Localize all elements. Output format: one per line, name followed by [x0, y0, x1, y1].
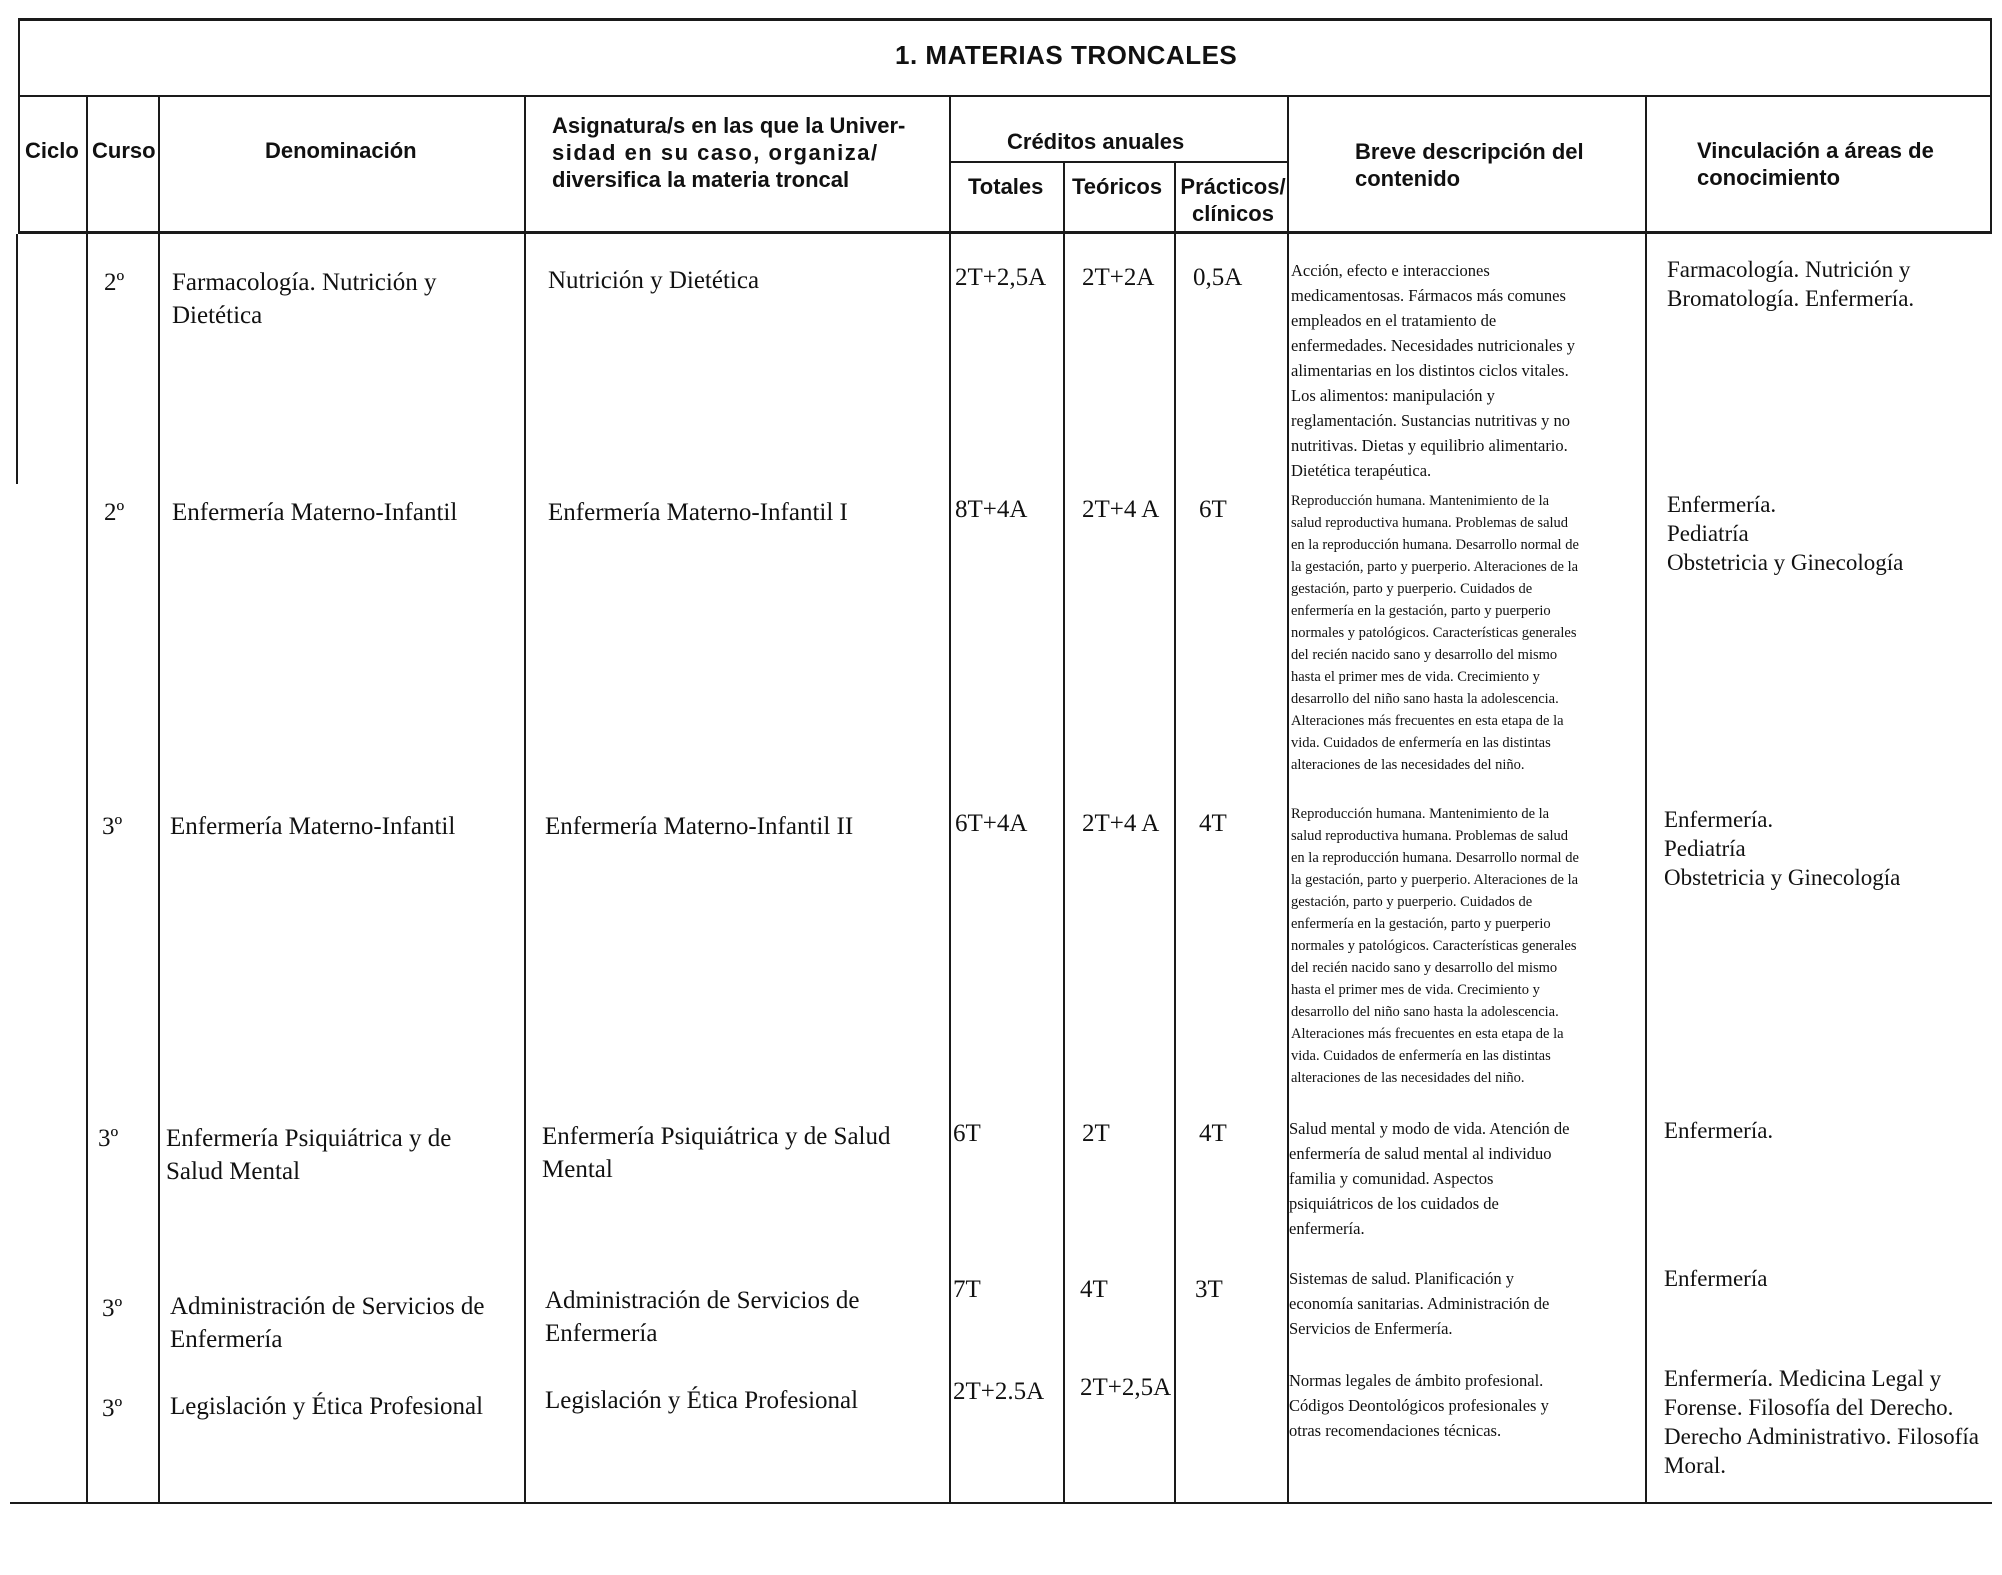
row-asignatura-line: Nutrición y Dietética — [548, 267, 760, 294]
row-descripcion — [1289, 1266, 1549, 1341]
row-practicos: 6T — [1199, 496, 1227, 523]
row-areas — [1667, 255, 1914, 313]
col-line-totales — [1063, 163, 1065, 1503]
row-descripcion-line: alimentarias en los distintos ciclos vitales. — [1291, 361, 1569, 380]
row-totales: 7T — [953, 1276, 981, 1303]
row-descripcion — [1289, 1116, 1569, 1241]
row-curso: 3º — [102, 1295, 123, 1322]
row-asignatura-line: Administración de Servicios de — [545, 1287, 860, 1314]
row-totales: 2T+2,5A — [955, 264, 1047, 291]
row-practicos: 4T — [1199, 1120, 1227, 1147]
row-denominacion — [172, 266, 437, 332]
header-vinculacion-line: Vinculación a áreas de — [1697, 138, 1934, 163]
table-title: 1. MATERIAS TRONCALES — [895, 40, 1238, 70]
col-line-denominacion — [524, 97, 526, 1503]
header-denominacion: Denominación — [265, 138, 417, 163]
row-descripcion — [1289, 1368, 1549, 1443]
row-areas — [1664, 805, 1900, 892]
title-separator — [18, 95, 1992, 97]
row-teoricos: 2T — [1082, 1120, 1110, 1147]
row-areas-line: Obstetricia y Ginecología — [1664, 865, 1901, 890]
row-descripcion-line: hasta el primer mes de vida. Crecimiento y — [1291, 982, 1540, 998]
row-curso: 3º — [102, 1395, 123, 1422]
row-descripcion-line: la gestación, parto y puerperio. Alteraciones de la — [1291, 872, 1579, 888]
row-asignatura-line: Enfermería Materno-Infantil II — [545, 813, 854, 840]
row-denominacion-line: Enfermería Psiquiátrica y de — [166, 1125, 452, 1152]
row-descripcion-line: Alteraciones más frecuentes en esta etapa de la — [1291, 713, 1564, 729]
row-descripcion-line: Códigos Deontológicos profesionales y — [1289, 1396, 1549, 1415]
row-asignatura — [545, 1384, 858, 1417]
row-totales: 6T — [953, 1120, 981, 1147]
row-practicos: 3T — [1195, 1276, 1223, 1303]
row-areas-line: Enfermería — [1664, 1266, 1768, 1291]
row-descripcion-line: enfermedades. Necesidades nutricionales y — [1291, 336, 1576, 355]
row-denominacion-line: Enfermería Materno-Infantil — [172, 499, 458, 526]
header-asignatura-line: diversifica la materia troncal — [552, 167, 850, 192]
row-descripcion-line: enfermería. — [1289, 1219, 1365, 1238]
row-descripcion-line: alteraciones de las necesidades del niño. — [1291, 1070, 1525, 1086]
table-border-left — [18, 18, 20, 234]
row-descripcion-line: enfermería en la gestación, parto y puerperio — [1291, 916, 1551, 932]
col-line-ciclo — [86, 97, 88, 1503]
row-descripcion-line: reglamentación. Sustancias nutritivas y no — [1291, 411, 1571, 430]
header-creditos-anuales: Créditos anuales — [1007, 129, 1185, 154]
row-denominacion-line: Administración de Servicios de — [170, 1293, 485, 1320]
row-descripcion-line: salud reproductiva humana. Problemas de salud — [1291, 515, 1569, 531]
col-line-curso — [158, 97, 160, 1503]
row-descripcion-line: Los alimentos: manipulación y — [1291, 386, 1495, 405]
row-asignatura-line: Enfermería Materno-Infantil I — [548, 499, 848, 526]
row-areas-line: Enfermería. — [1664, 807, 1774, 832]
row-asignatura — [545, 1284, 860, 1350]
row-denominacion-line: Enfermería Materno-Infantil — [170, 813, 456, 840]
row-asignatura-line: Enfermería — [545, 1320, 658, 1347]
row-descripcion-line: desarrollo del niño sano hasta la adolescencia. — [1291, 1004, 1559, 1020]
row-descripcion-line: vida. Cuidados de enfermería en las distintas — [1291, 1048, 1551, 1064]
col-line-descripcion — [1645, 97, 1647, 1503]
row-areas-line: Farmacología. Nutrición y — [1667, 257, 1911, 282]
row-totales: 8T+4A — [955, 496, 1028, 523]
row-totales: 6T+4A — [955, 810, 1028, 837]
row-descripcion-line: medicamentosas. Fármacos más comunes — [1291, 286, 1566, 305]
header-asignatura-line: Asignatura/s en las que la Univer- — [552, 113, 906, 138]
row-asignatura — [545, 810, 853, 843]
header-curso: Curso — [92, 138, 156, 163]
row-asignatura-line: Enfermería Psiquiátrica y de Salud — [542, 1123, 891, 1150]
row-areas-line: Bromatología. Enfermería. — [1667, 286, 1915, 311]
header-totales: Totales — [968, 174, 1044, 199]
header-descripcion — [1355, 138, 1584, 192]
header-practicos-line: Prácticos/ — [1180, 174, 1286, 199]
header-practicos — [1176, 173, 1290, 227]
row-denominacion-line: Farmacología. Nutrición y — [172, 269, 437, 296]
row-denominacion-line: Dietética — [172, 302, 263, 329]
row-areas — [1664, 1364, 1979, 1480]
row-descripcion — [1291, 490, 1579, 776]
row-descripcion-line: desarrollo del niño sano hasta la adolescencia. — [1291, 691, 1559, 707]
row-descripcion-line: enfermería de salud mental al individuo — [1289, 1144, 1552, 1163]
row-descripcion-line: vida. Cuidados de enfermería en las distintas — [1291, 735, 1551, 751]
row-descripcion-line: del recién nacido sano y desarrollo del mismo — [1291, 647, 1558, 663]
row-descripcion-line: Acción, efecto e interacciones — [1291, 261, 1490, 280]
row-descripcion-line: hasta el primer mes de vida. Crecimiento y — [1291, 669, 1540, 685]
row-areas-line: Derecho Administrativo. Filosofía — [1664, 1424, 1979, 1449]
header-asignatura-line: sidad en su caso, organiza/ — [552, 140, 879, 165]
row-areas-line: Pediatría — [1664, 836, 1746, 861]
table-border-top — [18, 18, 1992, 21]
row-totales: 2T+2.5A — [953, 1378, 1045, 1405]
row-curso: 3º — [102, 813, 123, 840]
col-line-teoricos — [1174, 163, 1176, 1503]
row-areas-line: Enfermería. — [1664, 1118, 1774, 1143]
header-teoricos: Teóricos — [1072, 174, 1163, 199]
row-teoricos: 2T+4 A — [1082, 496, 1160, 523]
row-descripcion-line: normales y patológicos. Características generales — [1291, 938, 1577, 954]
header-vinculacion-line: conocimiento — [1697, 165, 1841, 190]
table-border-left-lower — [16, 234, 18, 484]
row-teoricos: 4T — [1080, 1276, 1108, 1303]
row-descripcion — [1291, 803, 1579, 1089]
row-descripcion — [1291, 258, 1575, 483]
row-descripcion-line: la gestación, parto y puerperio. Alteraciones de la — [1291, 559, 1579, 575]
row-descripcion-line: alteraciones de las necesidades del niño. — [1291, 757, 1525, 773]
row-curso: 3º — [98, 1125, 119, 1152]
row-descripcion-line: Dietética terapéutica. — [1291, 461, 1432, 480]
col-line-asignatura — [949, 97, 951, 1503]
row-teoricos: 2T+2,5A — [1080, 1374, 1172, 1401]
row-denominacion — [166, 1122, 451, 1188]
row-descripcion-line: Reproducción humana. Mantenimiento de la — [1291, 806, 1550, 822]
row-descripcion-line: empleados en el tratamiento de — [1291, 311, 1497, 330]
row-teoricos: 2T+4 A — [1082, 810, 1160, 837]
row-descripcion-line: gestación, parto y puerperio. Cuidados de — [1291, 581, 1533, 597]
row-descripcion-line: gestación, parto y puerperio. Cuidados de — [1291, 894, 1533, 910]
row-descripcion-line: economía sanitarias. Administración de — [1289, 1294, 1550, 1313]
row-descripcion-line: Reproducción humana. Mantenimiento de la — [1291, 493, 1550, 509]
row-descripcion-line: del recién nacido sano y desarrollo del mismo — [1291, 960, 1558, 976]
row-asignatura-line: Legislación y Ética Profesional — [545, 1387, 859, 1414]
row-areas-line: Enfermería. Medicina Legal y — [1664, 1366, 1942, 1391]
row-descripcion-line: en la reproducción humana. Desarrollo normal de — [1291, 850, 1579, 866]
row-descripcion-line: nutritivas. Dietas y equilibrio alimentario. — [1291, 436, 1568, 455]
row-denominacion — [172, 496, 457, 529]
row-asignatura-line: Mental — [542, 1156, 613, 1183]
row-denominacion — [170, 1390, 483, 1423]
row-areas — [1667, 490, 1903, 577]
header-ciclo: Ciclo — [25, 138, 79, 163]
header-descripcion-line: Breve descripción del — [1355, 139, 1584, 164]
header-descripcion-line: contenido — [1355, 166, 1461, 191]
row-areas-line: Enfermería. — [1667, 492, 1777, 517]
row-descripcion-line: Salud mental y modo de vida. Atención de — [1289, 1119, 1570, 1138]
row-denominacion-line: Enfermería — [170, 1326, 283, 1353]
row-practicos: 0,5A — [1193, 264, 1243, 291]
header-separator — [18, 231, 1992, 234]
row-denominacion-line: Legislación y Ética Profesional — [170, 1393, 484, 1420]
row-practicos: 4T — [1199, 810, 1227, 837]
header-vinculacion — [1697, 137, 1934, 191]
row-descripcion-line: Servicios de Enfermería. — [1289, 1319, 1453, 1338]
row-descripcion-line: salud reproductiva humana. Problemas de salud — [1291, 828, 1569, 844]
row-areas-line: Forense. Filosofía del Derecho. — [1664, 1395, 1954, 1420]
row-areas-line: Moral. — [1664, 1453, 1726, 1478]
row-curso: 2º — [104, 499, 125, 526]
row-descripcion-line: enfermería en la gestación, parto y puerperio — [1291, 603, 1551, 619]
row-asignatura — [542, 1120, 891, 1186]
row-areas-line: Pediatría — [1667, 521, 1749, 546]
row-descripcion-line: Sistemas de salud. Planificación y — [1289, 1269, 1514, 1288]
row-areas-line: Obstetricia y Ginecología — [1667, 550, 1904, 575]
row-denominacion — [170, 1290, 485, 1356]
header-practicos-line: clínicos — [1192, 201, 1274, 226]
table-border-bottom — [10, 1502, 1992, 1504]
row-teoricos: 2T+2A — [1082, 264, 1155, 291]
row-descripcion-line: Normas legales de ámbito profesional. — [1289, 1371, 1544, 1390]
credits-subheader-line — [949, 161, 1289, 163]
row-areas — [1664, 1116, 1773, 1145]
row-areas — [1664, 1264, 1767, 1293]
row-asignatura — [548, 496, 848, 529]
table-border-right — [1990, 18, 1992, 234]
row-asignatura — [548, 264, 759, 297]
row-descripcion-line: familia y comunidad. Aspectos — [1289, 1169, 1494, 1188]
row-denominacion — [170, 810, 455, 843]
row-descripcion-line: psiquiátricos de los cuidados de — [1289, 1194, 1499, 1213]
row-descripcion-line: Alteraciones más frecuentes en esta etapa de la — [1291, 1026, 1564, 1042]
row-descripcion-line: en la reproducción humana. Desarrollo normal de — [1291, 537, 1579, 553]
header-asignatura — [552, 112, 905, 193]
row-curso: 2º — [104, 269, 125, 296]
row-descripcion-line: otras recomendaciones técnicas. — [1289, 1421, 1502, 1440]
row-denominacion-line: Salud Mental — [166, 1158, 301, 1185]
row-descripcion-line: normales y patológicos. Características generales — [1291, 625, 1577, 641]
